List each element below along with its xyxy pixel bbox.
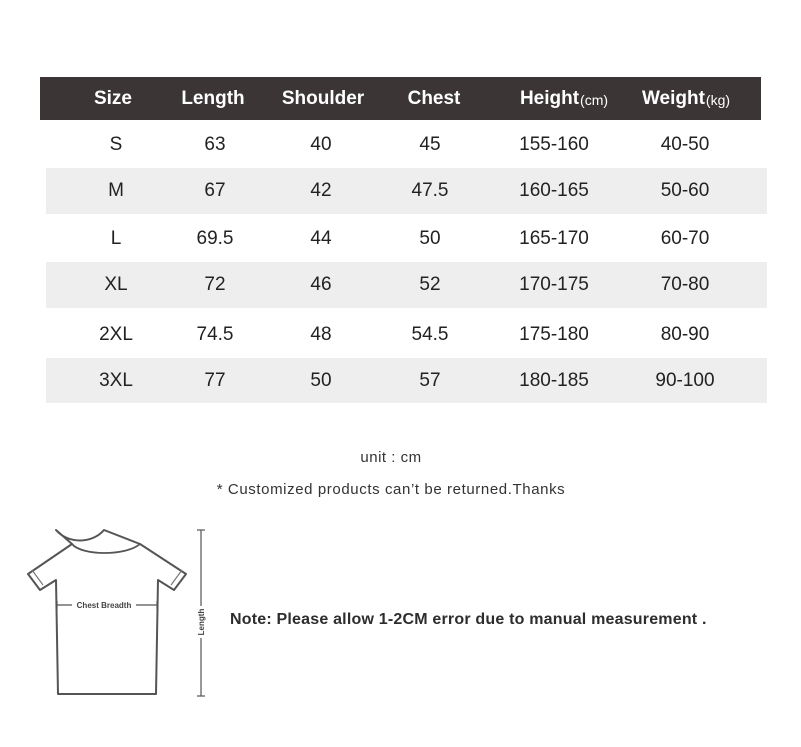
shoulder-cell: 44 [310, 228, 332, 249]
length-cell: 69.5 [196, 228, 234, 249]
table-row [46, 358, 767, 403]
size-cell: S [109, 134, 123, 155]
size-cell: M [108, 180, 124, 201]
header-size-label: Size [93, 87, 133, 109]
length-cell: 74.5 [196, 324, 234, 345]
header-weight-label: Weight [641, 87, 705, 109]
measurement-error-note: Note: Please allow 1-2CM error due to manual measurement . [230, 611, 707, 628]
shoulder-cell: 48 [310, 324, 332, 345]
weight-cell: 70-80 [660, 274, 710, 295]
return-policy-note: * Customized products can’t be returned.Thanks [216, 481, 566, 498]
unit-note: unit : cm [360, 449, 422, 466]
header-weight [626, 77, 746, 120]
table-row [46, 125, 767, 165]
table-row [46, 315, 767, 355]
size-cell: 3XL [99, 369, 133, 391]
size-cell: 2XL [99, 324, 133, 345]
shoulder-cell: 46 [310, 274, 332, 295]
header-shoulder [270, 77, 376, 120]
chest-cell: 47.5 [411, 180, 449, 201]
height-cell: 155-160 [519, 134, 589, 155]
header-length-label: Length [181, 87, 245, 109]
table-row [46, 168, 767, 214]
length-cell: 63 [204, 134, 226, 155]
length-cell: 72 [204, 274, 226, 295]
height-cell: 170-175 [519, 274, 589, 295]
length-label: Length [197, 608, 206, 636]
height-cell: 175-180 [519, 324, 589, 345]
header-shoulder-label: Shoulder [281, 87, 365, 109]
size-cell: L [110, 228, 122, 249]
table-row [46, 262, 767, 308]
header-length [168, 77, 258, 120]
shoulder-cell: 42 [310, 180, 332, 201]
weight-cell: 80-90 [660, 324, 710, 345]
header-height-label: Height [519, 87, 580, 109]
table-row [46, 219, 767, 259]
height-cell: 165-170 [519, 228, 589, 249]
weight-cell: 60-70 [660, 228, 710, 249]
weight-cell: 90-100 [655, 369, 715, 391]
header-height [504, 77, 624, 120]
tshirt-outline [28, 530, 186, 694]
shoulder-cell: 50 [310, 369, 332, 391]
length-cell: 77 [204, 369, 226, 391]
chest-cell: 54.5 [411, 324, 449, 345]
height-cell: 160-165 [519, 180, 589, 201]
weight-cell: 40-50 [660, 134, 710, 155]
tshirt-measurement-diagram [20, 522, 220, 707]
chest-breadth-label: Chest Breadth [76, 601, 132, 610]
header-weight-unit: (kg) [705, 92, 731, 108]
chest-cell: 45 [419, 134, 441, 155]
header-height-unit: (cm) [580, 92, 609, 108]
table-header-row [40, 77, 761, 120]
chest-cell: 52 [419, 274, 441, 295]
shoulder-cell: 40 [310, 134, 332, 155]
chest-cell: 50 [419, 228, 441, 249]
weight-cell: 50-60 [660, 180, 710, 201]
size-cell: XL [104, 274, 128, 295]
length-cell: 67 [204, 180, 226, 201]
height-cell: 180-185 [519, 369, 589, 391]
header-chest [386, 77, 482, 120]
header-size [68, 77, 158, 120]
chest-cell: 57 [419, 369, 441, 391]
header-chest-label: Chest [407, 87, 461, 109]
